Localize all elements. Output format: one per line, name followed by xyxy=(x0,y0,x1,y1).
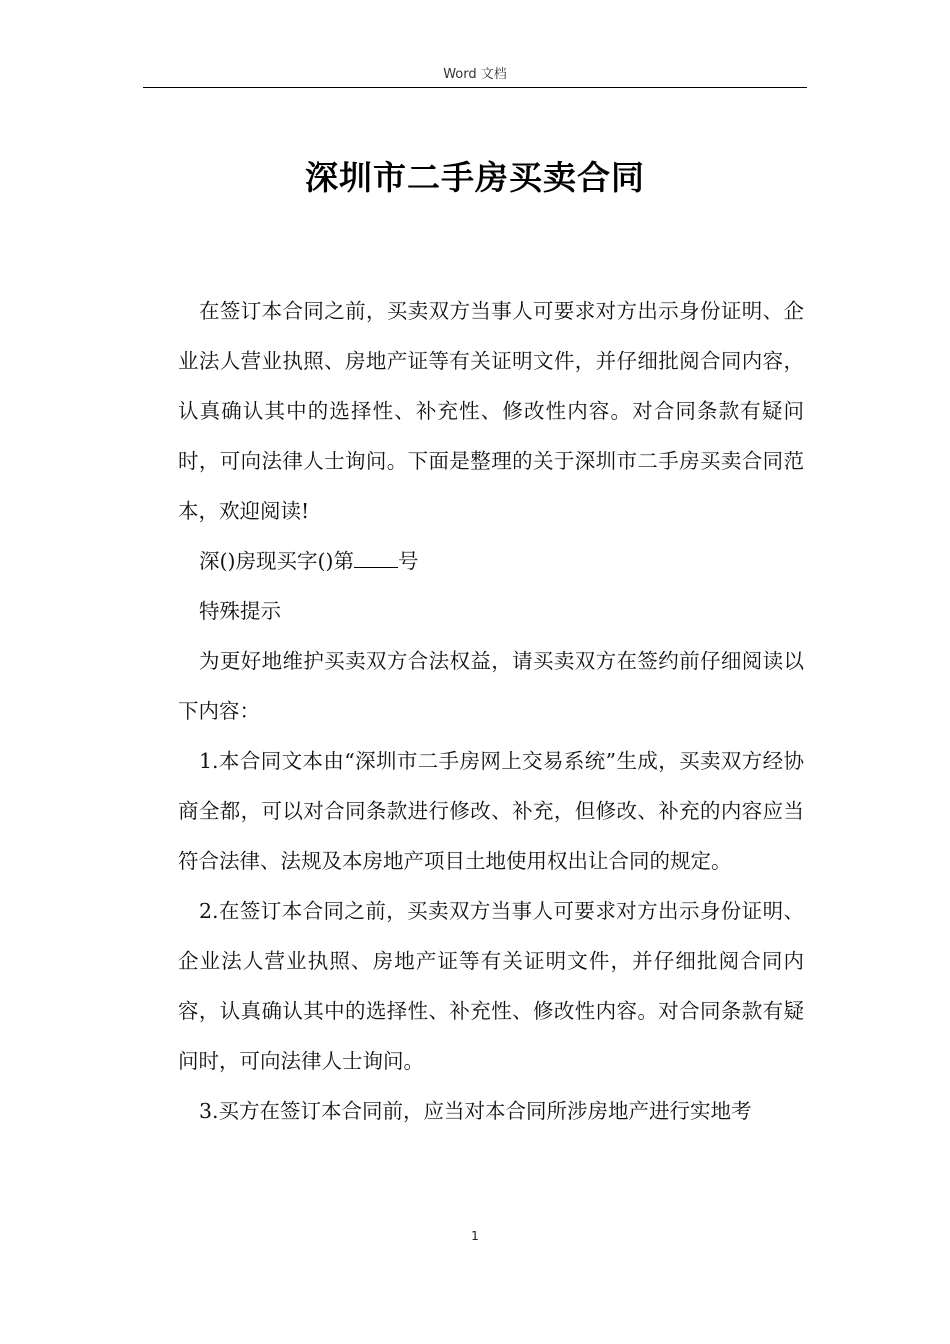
contract-number-blank xyxy=(354,549,398,568)
document-title: 深圳市二手房买卖合同 xyxy=(305,158,645,197)
paragraph-item-1: 1.本合同文本由“深圳市二手房网上交易系统”生成，买卖双方经协商全都，可以对合同条款进行修改、补充，但修改、补充的内容应当符合法律、法规及本房地产项目土地使用权出让合同的规定。 xyxy=(178,749,804,873)
page-header-label: Word 文档 xyxy=(443,67,507,82)
paragraph-notice-intro: 为更好地维护买卖双方合法权益，请买卖双方在签约前仔细阅读以下内容： xyxy=(178,649,804,723)
header-divider xyxy=(143,87,807,88)
paragraph-item-3: 3.买方在签订本合同前，应当对本合同所涉房地产进行实地考 xyxy=(199,1099,752,1123)
contract-number-prefix: 深()房现买字()第 xyxy=(199,549,354,573)
paragraph-special-notice: 特殊提示 xyxy=(199,599,281,623)
paragraph-item-2: 2.在签订本合同之前，买卖双方当事人可要求对方出示身份证明、企业法人营业执照、房地产证等有关证明文件，并仔细批阅合同内容，认真确认其中的选择性、补充性、修改性内容。对合同条款有疑问时，可向法律人士询问。 xyxy=(178,899,804,1073)
contract-number-suffix: 号 xyxy=(398,549,419,573)
document-body xyxy=(178,286,804,1136)
paragraph-intro: 在签订本合同之前，买卖双方当事人可要求对方出示身份证明、企业法人营业执照、房地产证等有关证明文件，并仔细批阅合同内容，认真确认其中的选择性、补充性、修改性内容。对合同条款有疑问时，可向法律人士询问。下面是整理的关于深圳市二手房买卖合同范本，欢迎阅读! xyxy=(178,299,804,523)
paragraph-contract-number xyxy=(178,536,804,586)
page-number: 1 xyxy=(471,1229,479,1243)
